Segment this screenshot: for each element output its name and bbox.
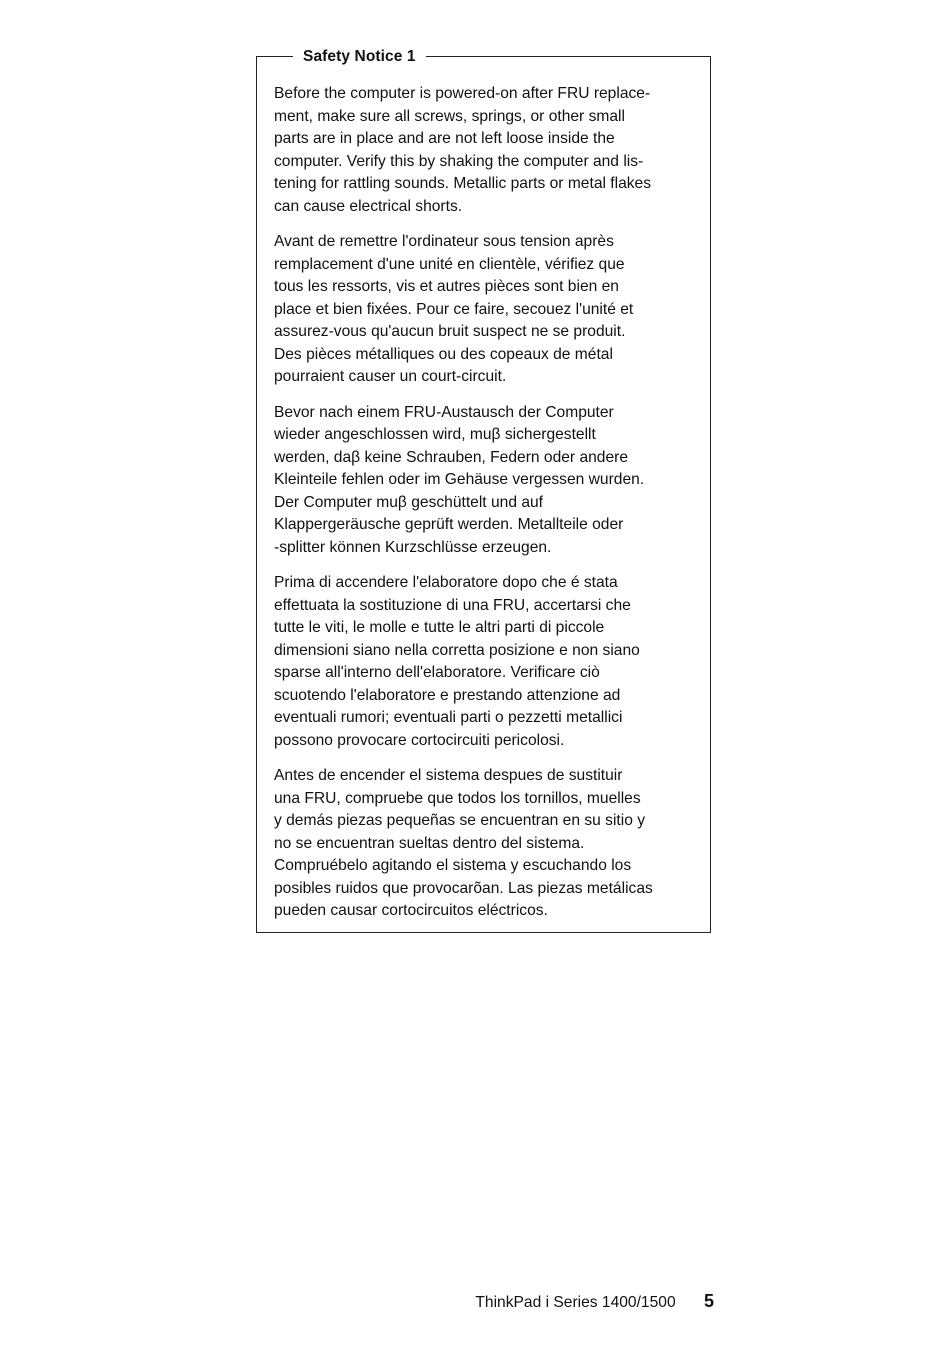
notice-paragraph-french: Avant de remettre l'ordinateur sous tension après remplacement d'une unité en clientèle, vérifiez que tous les ressorts, vis et autres pièces sont bien en place et bien fixées. Pour ce faire, secouez l'unité et assurez-vous qu'aucun bruit suspect ne se produit. Des pièces métalliques ou des copeaux de métal pourraient causer un court-circuit. [274,233,634,385]
safety-notice-body [274,83,704,936]
notice-paragraph-italian: Prima di accendere l'elaboratore dopo che é stata effettuata la sostituzione di una FRU, accertarsi che tutte le viti, le molle e tutte le altri parti di piccole dimensioni siano nella corretta posizione e non siano sparse all'interno dell'elaboratore. Verificare ciò scuotendo l'elaboratore e prestando attenzione ad eventuali rumori; eventuali parti o pezzetti metallici possono provocare cortocircuiti pericolosi. [274,574,640,749]
page-footer [475,1290,714,1314]
safety-notice-title: Safety Notice 1 [293,48,426,66]
footer-book-title: ThinkPad i Series 1400/1500 [475,1294,676,1311]
notice-paragraph-english: Before the computer is powered-on after FRU replace- ment, make sure all screws, springs, or other small parts are in place and are not left loose inside the computer. Verify this by shaking the computer and lis- tening for rattling sounds. Metallic parts or metal flakes can cause electrical shorts. [274,85,652,215]
notice-paragraph-german: Bevor nach einem FRU-Austausch der Computer wieder angeschlossen wird, muβ sichergestellt werden, daβ keine Schrauben, Federn oder andere Kleinteile fehlen oder im Gehäuse vergessen wurden. Der Computer muβ geschüttelt und auf Klappergeräusche geprüft werden. Metallteile oder -splitter können Kurzschlüsse erzeugen. [274,403,645,556]
safety-notice-box [256,48,711,933]
notice-paragraph-spanish: Antes de encender el sistema despues de sustituir una FRU, compruebe que todos los tornillos, muelles y demás piezas pequeñas se encuentran en su sitio y no se encuentran sueltas dentro del sistema. Compruébelo agitando el sistema y escuchando los posibles ruidos que provocarõan. Las piezas metálicas pueden causar cortocircuitos eléctricos. [274,767,653,919]
page-number: 5 [703,1291,714,1311]
